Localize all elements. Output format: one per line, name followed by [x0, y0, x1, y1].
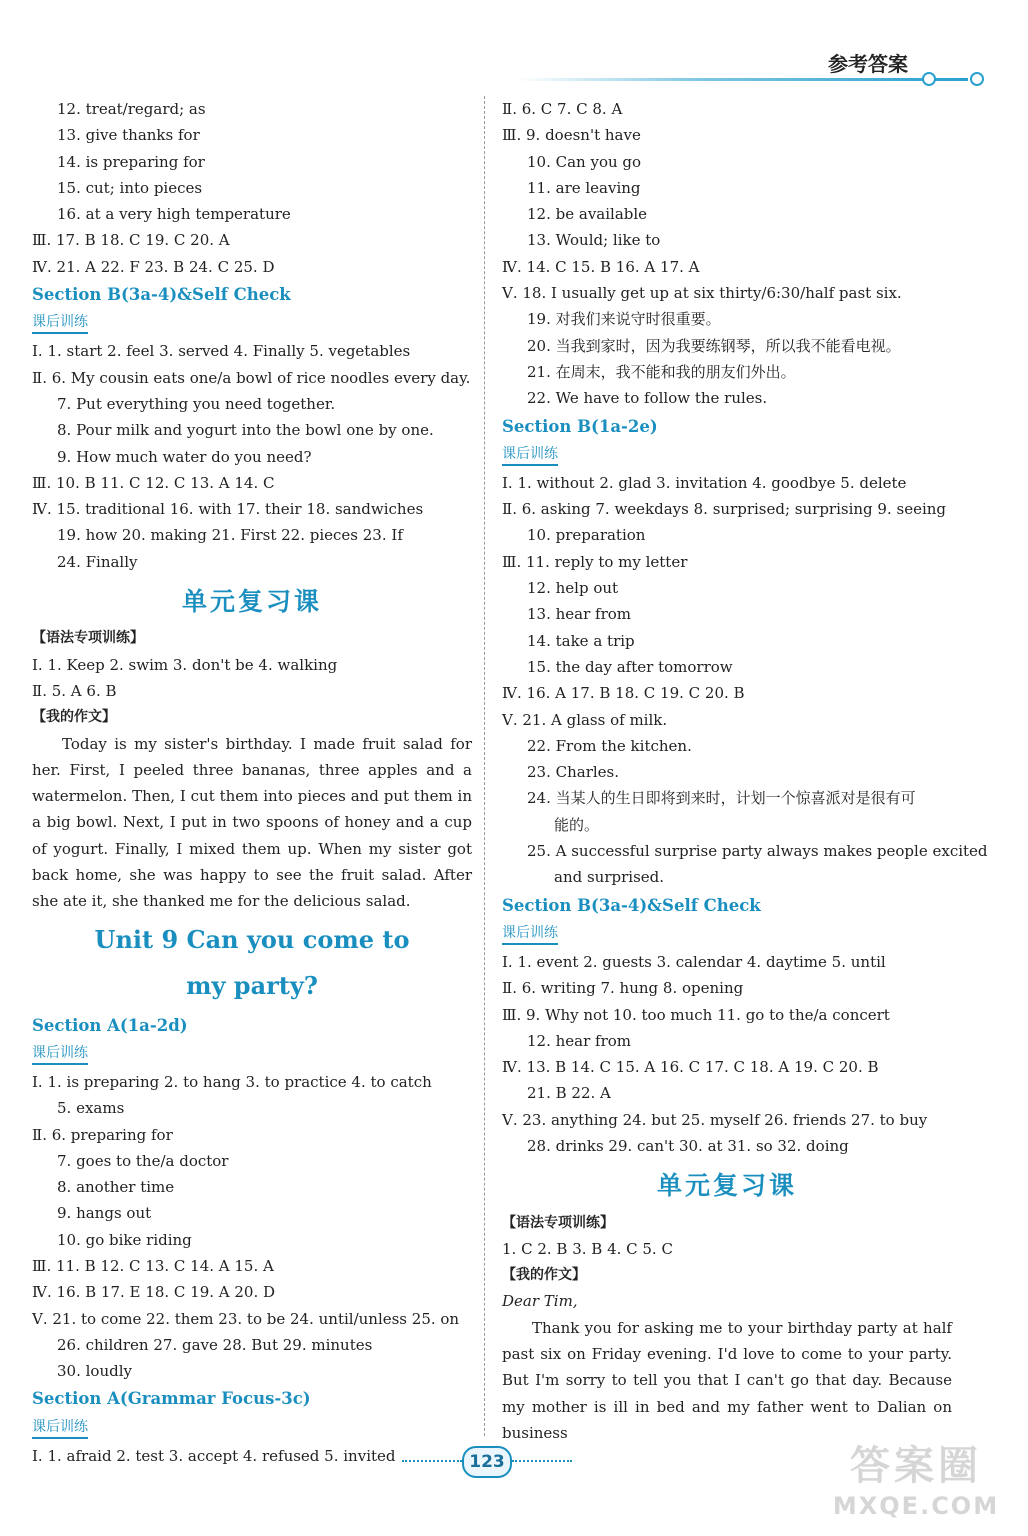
answer-line: Ⅴ. 21. A glass of milk.: [502, 710, 668, 729]
watermark-text: 答案圈: [850, 1443, 982, 1489]
section-tag-row: [32, 308, 472, 338]
answer-line: 12. be available: [527, 205, 648, 224]
answer-line: Ⅴ. 23. anything 24. but 25. myself 26. friends 27. to buy: [502, 1110, 928, 1129]
essay-paragraph: Today is my sister's birthday. I made fruit salad for her. First, I peeled three bananas, three apples and a watermelon. Then, I cut them into pieces and put them in a big bowl. Next, I put in two spoons of honey and a cup of yogurt. Finally, I mixed them up. When my sister got back home, she was happy to see the fruit salad. After she ate it, she thanked me for the delicious salad.: [32, 734, 472, 911]
answer-line: 23. Charles.: [527, 763, 620, 782]
practice-tag: 课后训练: [32, 1043, 88, 1065]
unit-title: my party?: [186, 970, 318, 1000]
answer-line: 8. another time: [57, 1178, 175, 1197]
answer-line: 15. the day after tomorrow: [527, 657, 733, 676]
header-rule: [518, 78, 968, 81]
answer-line: Ⅲ. 10. B 11. C 12. C 13. A 14. C: [32, 473, 275, 492]
letter-salutation: Dear Tim,: [502, 1292, 578, 1311]
answer-line: Ⅰ. 1. event 2. guests 3. calendar 4. daytime 5. until: [502, 952, 886, 971]
answer-line: 22. From the kitchen.: [527, 736, 692, 755]
answer-line: 11. are leaving: [527, 178, 641, 197]
column-divider: [484, 96, 485, 1436]
answer-line: 13. hear from: [527, 605, 632, 624]
section-tag-row: [32, 1039, 472, 1069]
page-number-dots: [512, 1460, 572, 1462]
answer-line: 9. hangs out: [57, 1204, 152, 1223]
answer-line: 14. take a trip: [527, 631, 635, 650]
answer-line: 10. go bike riding: [57, 1230, 192, 1249]
answer-line: Ⅲ. 9. Why not 10. too much 11. go to the/a concert: [502, 1005, 890, 1024]
answer-line: 24. Finally: [57, 552, 138, 571]
watermark-url: MXQE.COM: [832, 1492, 1000, 1520]
answer-line: 1. C 2. B 3. B 4. C 5. C: [502, 1239, 673, 1258]
answer-line: 15. cut; into pieces: [57, 178, 203, 197]
left-column: [32, 96, 472, 1469]
answer-line: 10. preparation: [527, 526, 646, 545]
section-tag-row: [32, 1413, 472, 1443]
answer-line: and surprised.: [554, 868, 665, 887]
header-dot: [922, 72, 936, 86]
answer-line: 19. 对我们来说守时很重要。: [527, 310, 721, 329]
answer-line: 24. 当某人的生日即将到来时，计划一个惊喜派对是很有可: [527, 789, 916, 808]
section-heading: Section A(1a-2d): [32, 1015, 188, 1035]
answer-line: Ⅱ. 6. writing 7. hung 8. opening: [502, 979, 744, 998]
answer-line: 7. Put everything you need together.: [57, 394, 336, 413]
answer-line: Ⅱ. 6. preparing for: [32, 1125, 173, 1144]
answer-line: 16. at a very high temperature: [57, 205, 291, 224]
section-heading: Section B(1a-2e): [502, 416, 658, 436]
answer-line: 7. goes to the/a doctor: [57, 1151, 229, 1170]
answer-line: Ⅱ. 6. C 7. C 8. A: [502, 100, 623, 118]
section-tag-row: [502, 440, 952, 470]
answer-line: 12. hear from: [527, 1031, 632, 1050]
answer-line: Ⅲ. 11. B 12. C 13. C 14. A 15. A: [32, 1256, 274, 1275]
watermark-logo: [816, 1440, 1016, 1530]
answer-line: 12. help out: [527, 579, 619, 598]
answer-line: Ⅴ. 18. I usually get up at six thirty/6:30/half past six.: [502, 284, 902, 303]
answer-line: Ⅱ. 6. asking 7. weekdays 8. surprised; surprising 9. seeing: [502, 500, 947, 519]
unit-review-heading: 单元复习课: [656, 1171, 797, 1201]
answer-line: 30. loudly: [57, 1362, 132, 1381]
subsection-label: 【我的作文】: [32, 709, 116, 726]
answer-line: 22. We have to follow the rules.: [527, 389, 768, 408]
answer-line: Ⅱ. 6. My cousin eats one/a bowl of rice noodles every day.: [32, 368, 471, 387]
answer-line: 19. how 20. making 21. First 22. pieces 23. If: [57, 526, 403, 545]
answer-line: 14. is preparing for: [57, 152, 205, 171]
section-heading: Section A(Grammar Focus-3c): [32, 1389, 311, 1409]
answer-line: 13. Would; like to: [527, 231, 661, 250]
answer-line: 25. A successful surprise party always makes people excited: [527, 842, 988, 861]
answer-line: Ⅱ. 5. A 6. B: [32, 681, 117, 700]
answer-line: Ⅲ. 9. doesn't have: [502, 126, 641, 145]
answer-line: Ⅰ. 1. afraid 2. test 3. accept 4. refused 5. invited: [32, 1446, 396, 1465]
answer-line: 8. Pour milk and yogurt into the bowl one by one.: [57, 421, 434, 440]
subsection-label: 【我的作文】: [502, 1267, 586, 1284]
answer-line: Ⅰ. 1. is preparing 2. to hang 3. to practice 4. to catch: [32, 1072, 432, 1091]
practice-tag: 课后训练: [32, 1417, 88, 1439]
answer-line: 13. give thanks for: [57, 126, 200, 145]
right-column: [502, 96, 988, 1446]
header-dot: [970, 72, 984, 86]
essay-paragraph: Thank you for asking me to your birthday party at half past six on Friday evening. I'd love to come to your party. But I'm sorry to tell you that I can't go that day. Because my mother is ill in bed and my father went to Dalian on business: [502, 1318, 952, 1442]
answer-line: Ⅰ. 1. start 2. feel 3. served 4. Finally 5. vegetables: [32, 342, 411, 361]
answer-line: 10. Can you go: [527, 152, 642, 171]
page-number-badge: 123: [462, 1446, 512, 1478]
answer-line: 12. treat/regard; as: [57, 100, 206, 118]
answer-line: 26. children 27. gave 28. But 29. minutes: [57, 1335, 373, 1354]
header-title: 参考答案: [828, 52, 908, 76]
practice-tag: 课后训练: [502, 923, 558, 945]
answer-line: Ⅳ. 21. A 22. F 23. B 24. C 25. D: [32, 257, 275, 276]
section-tag-row: [502, 919, 952, 949]
practice-tag: 课后训练: [502, 444, 558, 466]
practice-tag: 课后训练: [32, 312, 88, 334]
section-heading: Section B(3a-4)&Self Check: [502, 895, 761, 915]
answer-line: Ⅲ. 11. reply to my letter: [502, 552, 688, 571]
unit-title: Unit 9 Can you come to: [94, 924, 410, 954]
answer-line: Ⅳ. 14. C 15. B 16. A 17. A: [502, 257, 700, 276]
answer-line: Ⅰ. 1. Keep 2. swim 3. don't be 4. walking: [32, 655, 338, 674]
answer-line: Ⅲ. 17. B 18. C 19. C 20. A: [32, 231, 230, 250]
page-number-dots: [402, 1460, 462, 1462]
unit-review-heading: 单元复习课: [181, 587, 322, 617]
answer-line: Ⅳ. 15. traditional 16. with 17. their 18. sandwiches: [32, 500, 424, 519]
page-header: [518, 44, 988, 96]
answer-line: 21. 在周末，我不能和我的朋友们外出。: [527, 362, 796, 381]
answer-line: Ⅴ. 21. to come 22. them 23. to be 24. until/unless 25. on: [32, 1309, 460, 1328]
answer-line: 9. How much water do you need?: [57, 447, 312, 466]
answer-line: 21. B 22. A: [527, 1084, 611, 1103]
subsection-label: 【语法专项训练】: [32, 630, 144, 647]
subsection-label: 【语法专项训练】: [502, 1214, 614, 1231]
page-number: [402, 1446, 572, 1476]
answer-line: Ⅳ. 16. A 17. B 18. C 19. C 20. B: [502, 684, 745, 703]
section-heading: Section B(3a-4)&Self Check: [32, 285, 291, 305]
answer-line: 28. drinks 29. can't 30. at 31. so 32. doing: [527, 1136, 849, 1155]
answer-line: Ⅳ. 16. B 17. E 18. C 19. A 20. D: [32, 1283, 276, 1302]
answer-line: Ⅳ. 13. B 14. C 15. A 16. C 17. C 18. A 19. C 20. B: [502, 1058, 879, 1077]
answer-line: 5. exams: [57, 1099, 125, 1118]
answer-line: 能的。: [554, 815, 600, 834]
answer-line: Ⅰ. 1. without 2. glad 3. invitation 4. goodbye 5. delete: [502, 473, 907, 492]
answer-line: 20. 当我到家时，因为我要练钢琴，所以我不能看电视。: [527, 336, 901, 355]
